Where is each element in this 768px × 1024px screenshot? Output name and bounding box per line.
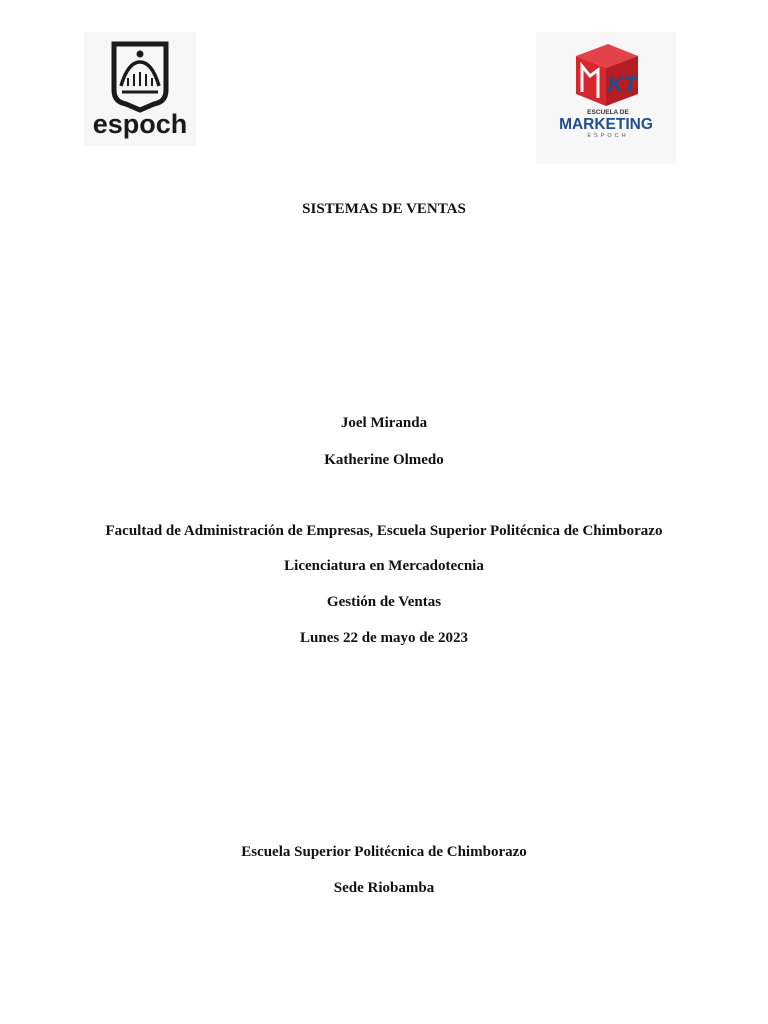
marketing-wordmark: MARKETING (559, 116, 653, 133)
institution-line: Escuela Superior Politécnica de Chimborazo (241, 844, 527, 860)
marketing-line3: ESPOCH (587, 133, 629, 139)
marketing-school-logo (536, 32, 676, 164)
espoch-wordmark: espoch (92, 109, 188, 139)
mkt-cube-icon (536, 32, 676, 164)
espoch-shield-icon (84, 32, 196, 146)
author-1: Joel Miranda (340, 415, 428, 431)
course-line: Gestión de Ventas (326, 594, 442, 610)
document-title: SISTEMAS DE VENTAS (302, 201, 466, 217)
author-2: Katherine Olmedo (324, 452, 444, 468)
degree-line: Licenciatura en Mercadotecnia (284, 558, 484, 574)
faculty-line: Facultad de Administración de Empresas, Escuela Superior Politécnica de Chimborazo (105, 523, 663, 539)
date-line: Lunes 22 de mayo de 2023 (300, 630, 468, 646)
mkt-letters: KT (607, 72, 637, 97)
campus-line: Sede Riobamba (333, 880, 435, 896)
marketing-line1: ESCUELA DE (587, 109, 629, 116)
espoch-logo (84, 32, 196, 146)
